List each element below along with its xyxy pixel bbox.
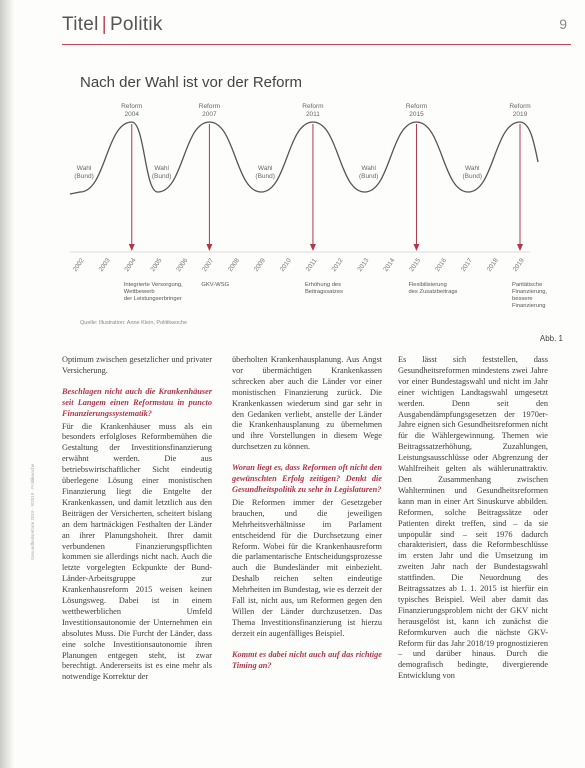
interview-question: Woran liegt es, dass Reformen oft nicht den gewünschten Erfolg zeitigen? Denkt die Gesundheitspolitik zu sehr in Legislaturen?	[232, 463, 382, 494]
election-label: Wahl (Bund)	[151, 165, 172, 180]
text-column-2	[232, 355, 382, 673]
body-paragraph: überholten Krankenhausplanung. Aus Angst vor übermächtigen Krankenkassen schrecken aber auch die Länder vor einer monistischen Finanzierung zurück. Die Krankenkassen wiederum sind gar sehr in den Gedanken verliebt, anstelle der Länder die Krankenhausplanung zu übernehmen und ihre Vorstellungen in diesem Wege durchsetzen zu können.	[232, 355, 382, 452]
x-tick-label: 2006	[175, 257, 190, 274]
x-tick-label: 2015	[408, 257, 423, 274]
reform-annotation: GKV-WSG	[201, 282, 230, 288]
interview-question: Kommt es dabei nicht auch auf das richtige Timing an?	[232, 649, 382, 670]
x-tick-label: 2010	[278, 257, 293, 274]
reform-annotation: Integrierte Versorgung, Wettbewerb der Leistungserbringer	[123, 282, 183, 302]
peak-label: Reform 2007	[198, 103, 221, 118]
election-label: Wahl (Bund)	[255, 165, 275, 180]
body-paragraph: Für die Krankenhäuser muss als ein besonders erfolgloses Reformbemühen die Gestaltung der Investitionsfinanzierung erwähnt werden. Die aus betriebswirtschaftlicher Sicht eindeutig überlegene Lösung einer monistischen Finanzierung liegt die Entgelte der Krankenkassen, und damit letztlich aus den Beiträgen der Versicherten, scheitert bislang an dem hartnäckigen Festhalten der Länder an ihrer Planungshoheit. Ihrer damit verbundenen Finanzierungspflichten kommen sie allerdings nicht nach. Auch die letzte vorgelegten Eckpunkte der Bund-Länder-Arbeitsgruppe zur Krankenhausreform 2015 weisen keinen Lösungsweg. Dabei ist in einem wettbewerblichen Umfeld Investitionsautonomie der Unternehmen ein absolutes Muss. Die Furcht der Länder, dass eine solche Investitionsautonomie ihren Planungen entgegen steht, ist zwar berechtigt. Andererseits ist es eine mehr als notwendige Korrektur der	[62, 421, 212, 682]
x-tick-label: 2003	[97, 257, 112, 274]
x-tick-label: 2011	[304, 257, 319, 273]
peak-label: Reform 2015	[405, 103, 428, 118]
peak-label: Reform 2011	[302, 103, 324, 118]
page-header	[62, 14, 571, 42]
figure-caption: Abb. 1	[539, 334, 563, 343]
x-tick-label: 2007	[201, 257, 216, 274]
x-tick-label: 2002	[71, 257, 86, 274]
page-number: 9	[559, 16, 567, 32]
reform-cycle-curve	[70, 122, 538, 194]
x-tick-label: 2018	[485, 257, 500, 274]
reform-annotation: Flexibilisierung des Zusatzbeitrags	[408, 282, 458, 295]
x-tick-label: 2014	[382, 257, 397, 274]
text-column-3	[398, 355, 548, 682]
reform-annotation: Paritätische Finanzierung, bessere Finanzierung	[512, 282, 548, 309]
header-title-main: Titel	[62, 14, 99, 35]
x-tick-label: 2009	[252, 257, 267, 274]
interview-question: Beschlagen nicht auch die Krankenhäuser seit Langem einen Reformstau in puncto Finanzierungssystematik?	[62, 386, 212, 418]
x-tick-label: 2016	[434, 257, 449, 274]
body-paragraph: Die Reformen immer der Gesetzgeber brauchen, und die jeweiligen Mehrheitsverhältnisse im Parlament entscheidend für die Durchsetzung einer Reform. Wobei für die Krankenhausreform die parlamentarische Entscheidungsprozesse auch die Bundesländer mit einbezieht. Deshalb reichen selten eindeutige Mehrheiten im Bundestag, wie es derzeit der Fall ist, nicht aus, um Reformen gegen den Willen der Länder durchzusetzen. Das Thema Investitionsfinanzierung ist hierzu derzeit ein augenfälliges Beispiel.	[232, 497, 382, 638]
election-label: Wahl (Bund)	[358, 165, 379, 180]
body-paragraph: Optimum zwischen gesetzlicher und privater Versicherung.	[62, 355, 212, 375]
text-column-1	[62, 355, 212, 683]
election-label: Wahl (Bund)	[462, 165, 482, 180]
reform-arrow-head	[517, 244, 523, 251]
x-tick-label: 2013	[356, 257, 371, 274]
chart-title: Nach der Wahl ist vor der Reform	[80, 74, 303, 91]
x-tick-label: 2008	[227, 257, 242, 274]
sidebar-vertical-text: Gesundheitsreform 2019 · 9/2019 · Politikwoche	[30, 463, 35, 560]
peak-label: Reform 2019	[509, 103, 531, 118]
peak-label: Reform 2004	[121, 103, 143, 118]
header-separator: |	[101, 14, 107, 35]
x-tick-label: 2004	[123, 257, 138, 274]
body-paragraph: Es lässt sich feststellen, dass Gesundheitsreformen mindestens zwei Jahre vor einer Bundestagswahl und nicht im Jahr einer wichtigen Landtagswahl umgesetzt werden. Denn seit den Ausgabendämpfungsgesetzen der 1970er-Jahre eignen sich Gesundheitsreformen nicht für die Wählergewinnung. Themen wie Beitragssatzerhöhung, Zuzahlungen, Leistungsausschlüsse oder Abgrenzung der Wahlfreiheit gelten als wählerunattraktiv. Den Zusammenhang zwischen Wahlterminen und Gesundheitsreformen kann man in einer Art Sinuskurve abbilden. Reformen, solche Beitragssätze oder Patienten direkt treffen, sind – da sie unpopulär sind – seit 1976 dadurch charakterisiert, dass die Reformbeschlüsse im ersten Jahr und die Umsetzung im zweiten Jahr nach der Bundestagswahl stattfinden. Die Neuordnung des Beitragssatzes ab 1. 1. 2015 ist hierfür ein typisches Beispiel. Weil aber damit das Finanzierungsproblem nicht der GKV nicht herausgelöst ist, kann ich zunächst die Reformkurven auch die nächste GKV-Reform für das Jahr 2018/19 prognostizieren – und darüber hinaus. Durch die demografisch bedingte, divergierende Entwicklung von	[398, 355, 548, 681]
x-tick-label: 2019	[511, 257, 526, 274]
reform-arrow-head	[206, 244, 212, 251]
reform-annotation: Erhöhung des Beitragssatzes	[304, 282, 343, 295]
election-label: Wahl (Bund)	[74, 165, 94, 180]
figure-source: Quelle: Illustration: Anne Klein, Politikwoche	[80, 320, 188, 326]
reform-arrow-head	[310, 244, 316, 251]
reform-arrow-head	[413, 244, 419, 251]
header-title	[62, 14, 163, 35]
x-tick-label: 2012	[330, 257, 345, 274]
x-tick-label: 2017	[459, 257, 475, 274]
x-tick-label: 2005	[149, 257, 164, 274]
header-rule	[62, 44, 571, 45]
reform-arrow-head	[129, 244, 135, 251]
header-section: Politik	[109, 14, 163, 35]
reform-cycle-chart	[0, 92, 585, 342]
